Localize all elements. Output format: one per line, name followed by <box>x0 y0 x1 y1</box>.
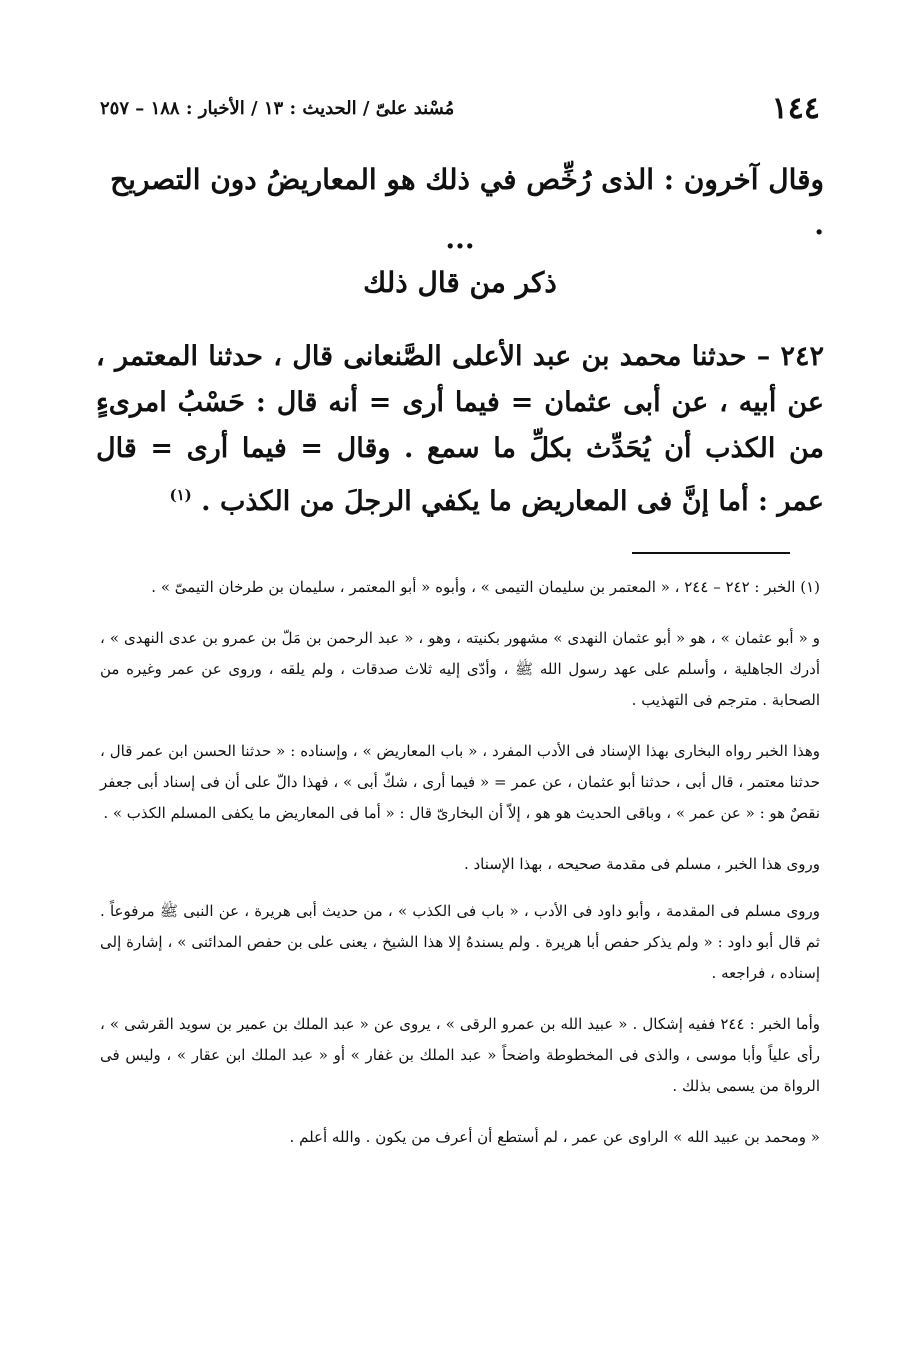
footnote-paragraph: وروى هذا الخبر ، مسلم فى مقدمة صحيحه ، بهذا الإسناد . <box>463 855 820 873</box>
footnotes <box>100 572 820 1173</box>
section-ornament: ... <box>445 222 475 255</box>
footnote-paragraph: وأما الخبر : ٢٤٤ ففيه إشكال . « عبيد الله بن عمرو الرقى » ، يروى عن « عبد الملك بن عمير بن سويد القرشى » ، رأى علياً وأبا موسى ، والذى فى المخطوطة واضحاً « عبد الملك بن غفار » أو « عبد الملك ابن عقار » ، وليس فى الرواة من يسمى بذلك . <box>100 1015 820 1095</box>
section-heading: ذكر من قال ذلك <box>363 266 557 299</box>
footnote-paragraph: (١) الخبر : ٢٤٢ – ٢٤٤ ، « المعتمر بن سليمان التيمى » ، وأبوه « أبو المعتمر ، سليمان بن طرخان التيمىّ » . <box>151 578 820 596</box>
running-head <box>100 88 820 128</box>
footnote-paragraph: و « أبو عثمان » ، هو « أبو عثمان النهدى » مشهور بكنيته ، وهو ، « عبد الرحمن بن مَلّ بن عمرو بن عدى النهدى » ، أدرك الجاهلية ، وأسلم على عهد رسول الله ﷺ ، وأدّى إليه ثلاث صدقات ، ولم يلقه ، وروى عن عمر وغيره من الصحابة . مترجم فى التهذيب . <box>100 629 820 709</box>
footnote-paragraph: وروى مسلم فى المقدمة ، وأبو داود فى الأدب ، « باب فى الكذب » ، من حديث أبى هريرة ، عن النبى ﷺ مرفوعاً . ثم قال أبو داود : « ولم يذكر حفص أبا هريرة . ولم يسندهُ إلا هذا الشيخ ، يعنى على بن حفص المدائنى » ، إشارة إلى إسناده ، فراجعه . <box>100 902 820 982</box>
running-title: مُسْند علىّ / الحديث : ١٣ / الأخبار : ١٨٨ – ٢٥٧ <box>100 97 455 119</box>
footnote-marker: (١) <box>169 486 192 504</box>
intro-line: وقال آخرون : الذى رُخِّص في ذلك هو المعاريضُ دون التصريح . <box>110 163 824 241</box>
hadith-paragraph <box>96 334 824 525</box>
hadith-text: ٢٤٢ – حدثنا محمد بن عبد الأعلى الصَّنعانى قال ، حدثنا المعتمر ، عن أبيه ، عن أبى عثمان = فيما أرى = أنه قال : حَسْبُ امرىءٍ من الكذب أن يُحَدِّث بكلِّ ما سمع . وقال = فيما أرى = قال عمر : أما إنَّ فى المعاريض ما يكفي الرجلَ من الكذب . <box>96 341 824 517</box>
footnote-paragraph: « ومحمد بن عبيد الله » الراوى عن عمر ، لم أستطع أن أعرف من يكون . والله أعلم . <box>289 1128 820 1146</box>
footnote-divider <box>632 552 790 554</box>
footnote-paragraph: وهذا الخبر رواه البخارى بهذا الإسناد فى الأدب المفرد ، « باب المعاريض » ، وإسناده : « حدثنا الحسن ابن عمر قال ، حدثنا معتمر ، قال أبى ، حدثنا أبو عثمان ، عن عمر = « فيما أرى ، شكّ أبى » ، فهذا دالّ على أن فى إسناد أبى جعفر نقصٌ هو : « عن عمر » ، وباقى الحديث هو هو ، إلاّ أن البخارىّ قال : « أما فى المعاريض ما يكفى المسلم الكذب » . <box>100 742 820 822</box>
page-number: ١٤٤ <box>771 90 820 126</box>
